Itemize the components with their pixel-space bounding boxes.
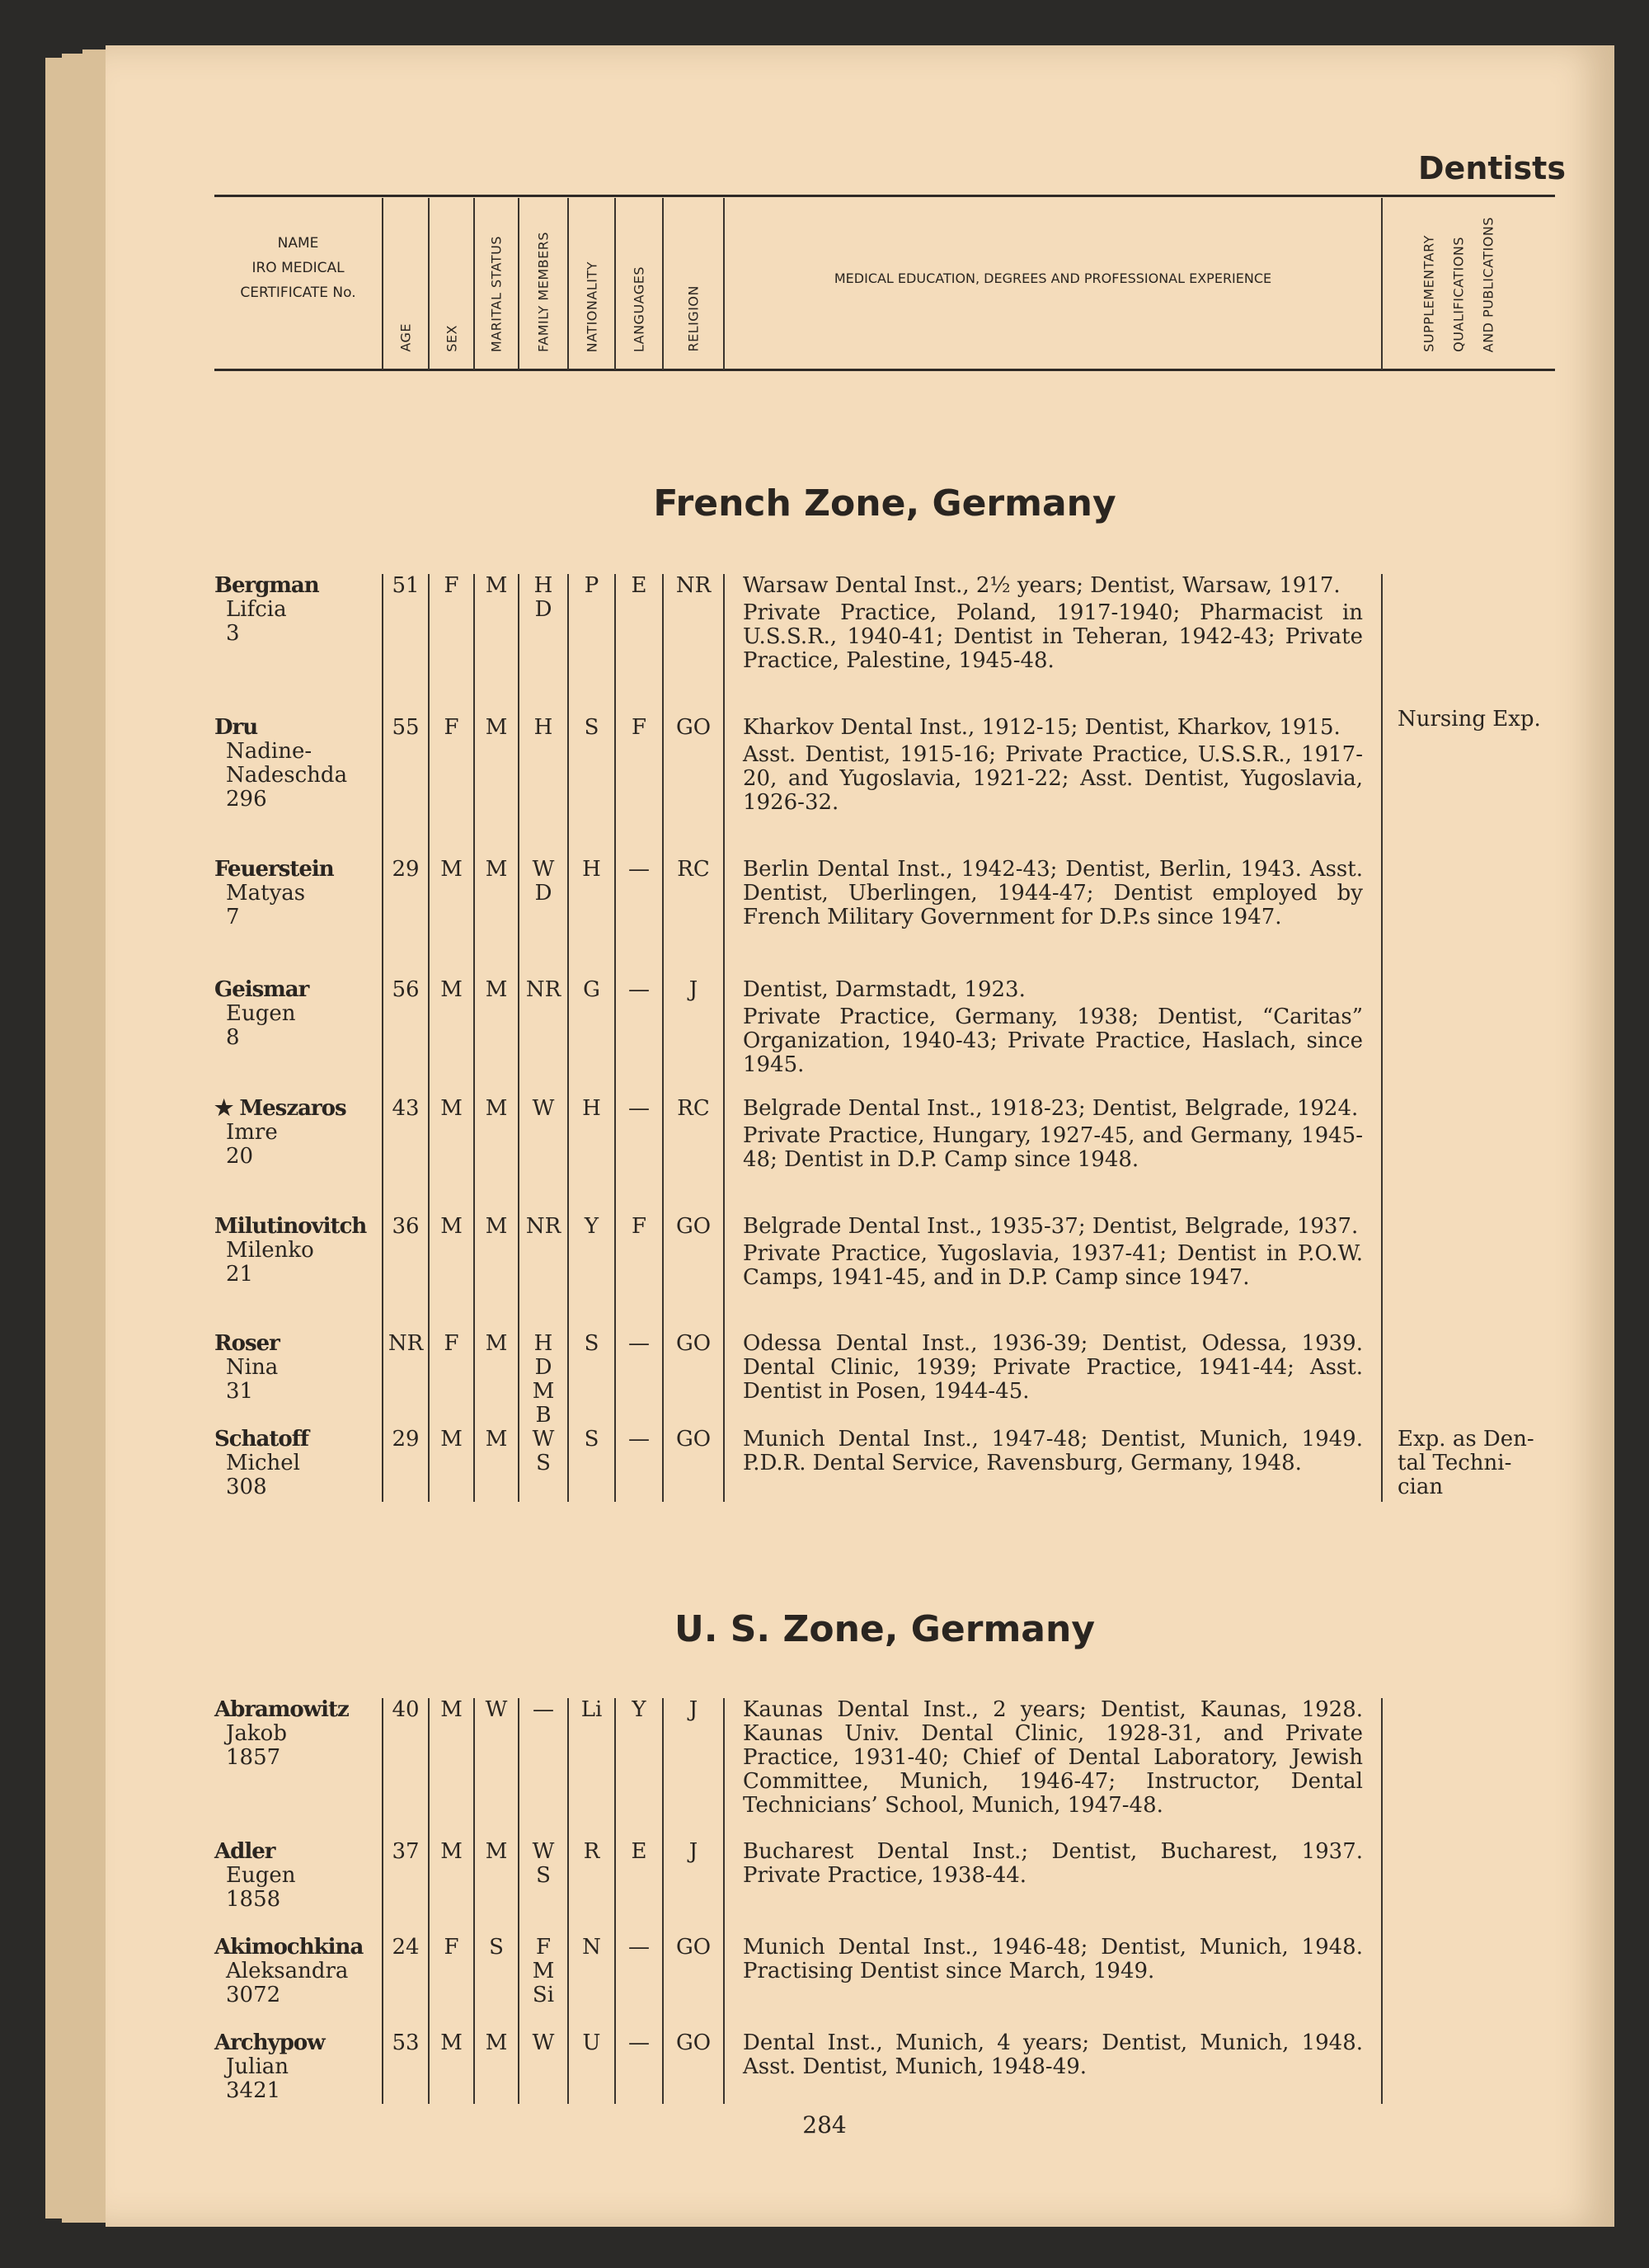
name-cell (214, 716, 382, 858)
nationality-cell: N (567, 1936, 614, 2031)
family-cell: W S (518, 1840, 567, 1936)
header-column-nationality (567, 198, 614, 370)
name-cell (214, 1428, 382, 1502)
religion-cell: RC (662, 1097, 723, 1215)
header-label: AGE (397, 323, 414, 352)
table-row (214, 1936, 1555, 2031)
religion-cell: RC (662, 858, 723, 978)
languages-cell: Y (614, 1698, 662, 1840)
given-name: Aleksandra (226, 1959, 349, 1983)
sex-cell: M (428, 1215, 473, 1332)
marital-cell: M (473, 1097, 518, 1215)
experience-paragraph: Private Practice, Poland, 1917-1940; Pharmacist in U.S.S.R., 1940-41; Dentist in Teheran, 1942-43; Private Practice, Palestine, 1945-48. (743, 600, 1363, 673)
zone-heading: U. S. Zone, Germany (674, 1608, 1096, 1650)
sex-cell: F (428, 1332, 473, 1428)
given-name: Nadine- Nadeschda (226, 739, 348, 788)
religion-cell: J (662, 1698, 723, 1840)
languages-cell: E (614, 574, 662, 716)
header-label: SEX (444, 325, 459, 352)
certificate-number: 7 (226, 905, 240, 929)
experience-paragraph: Munich Dental Inst., 1946-48; Dentist, Munich, 1948. Practising Dentist since March, 1949. (743, 1935, 1363, 1983)
certificate-number: 8 (226, 1025, 240, 1050)
supplementary-text: Nursing Exp. (1398, 707, 1541, 732)
marital-cell: M (473, 978, 518, 1097)
languages-cell: — (614, 1428, 662, 1502)
nationality-cell: P (567, 574, 614, 716)
certificate-number: 20 (226, 1144, 254, 1169)
header-column-marital-status (473, 198, 518, 370)
religion-cell: GO (662, 1936, 723, 2031)
surname: Abramowitz (214, 1697, 349, 1722)
experience-paragraph: Asst. Dentist, 1915-16; Private Practice, U.S.S.R., 1917-20, and Yugoslavia, 1921-22; Asst. Dentist, Yugoslavia, 1926-32. (743, 742, 1363, 815)
header-label: MEDICAL EDUCATION, DEGREES AND PROFESSIONAL EXPERIENCE (834, 271, 1272, 286)
supplementary-cell (1381, 1840, 1555, 1936)
given-name: Matyas (226, 881, 306, 906)
languages-cell: — (614, 1097, 662, 1215)
header-top-rule (214, 195, 1555, 197)
religion-cell: GO (662, 1332, 723, 1428)
supplementary-cell (1381, 2031, 1555, 2104)
religion-cell: NR (662, 574, 723, 716)
religion-cell: GO (662, 1215, 723, 1332)
age-cell: 37 (382, 1840, 428, 1936)
marital-cell: M (473, 1428, 518, 1502)
given-name: Eugen (226, 1863, 296, 1888)
family-cell: F M Si (518, 1936, 567, 2031)
name-cell (214, 1215, 382, 1332)
given-name: Michel (226, 1451, 300, 1475)
marital-cell: S (473, 1936, 518, 2031)
religion-cell: J (662, 978, 723, 1097)
name-cell (214, 978, 382, 1097)
religion-cell: J (662, 1840, 723, 1936)
zone-heading: French Zone, Germany (653, 482, 1116, 525)
supplementary-text: Exp. as Den- tal Techni- cian (1398, 1427, 1534, 1499)
header-label: SUPPLEMENTARY (1421, 235, 1437, 352)
header-label: RELIGION (685, 285, 702, 352)
family-cell: W (518, 1097, 567, 1215)
experience-cell (723, 1332, 1381, 1428)
age-cell: 55 (382, 716, 428, 858)
header-iro-label: IRO MEDICAL (251, 260, 345, 276)
age-cell: 51 (382, 574, 428, 716)
table-row (214, 1698, 1555, 1840)
languages-cell: F (614, 716, 662, 858)
header-label: NATIONALITY (584, 261, 599, 352)
name-cell (214, 1698, 382, 1840)
table-row (214, 707, 1555, 858)
surname: Adler (214, 1839, 275, 1864)
family-cell: W D (518, 858, 567, 978)
family-cell: H (518, 716, 567, 858)
surname: ★ Meszaros (214, 1096, 346, 1121)
table-row (214, 978, 1555, 1097)
supplementary-cell (1381, 978, 1555, 1097)
header-cert-label: CERTIFICATE No. (240, 285, 356, 301)
table-row (214, 1215, 1555, 1332)
experience-paragraph: Odessa Dental Inst., 1936-39; Dentist, Odessa, 1939. Dental Clinic, 1939; Private Practice, 1941-44; Asst. Dentist in Posen, 1944-45. (743, 1331, 1363, 1404)
experience-paragraph: Warsaw Dental Inst., 2½ years; Dentist, Warsaw, 1917. (743, 573, 1341, 598)
experience-cell (723, 978, 1381, 1097)
experience-paragraph: Berlin Dental Inst., 1942-43; Dentist, Berlin, 1943. Asst. Dentist, Uberlingen, 1944-47; Dentist employed by French Military Government for D.P.s since 1947. (743, 857, 1363, 929)
marital-cell: M (473, 1215, 518, 1332)
certificate-number: 3421 (226, 2078, 281, 2103)
experience-cell (723, 716, 1381, 858)
table-row (214, 858, 1555, 978)
name-cell (214, 2031, 382, 2104)
religion-cell: GO (662, 2031, 723, 2104)
given-name: Lifcia (226, 597, 287, 622)
experience-cell (723, 858, 1381, 978)
header-column-supplementary (1381, 198, 1555, 370)
header-label: MARITAL STATUS (488, 235, 505, 352)
marital-cell: M (473, 2031, 518, 2104)
sex-cell: M (428, 2031, 473, 2104)
experience-paragraph: Belgrade Dental Inst., 1918-23; Dentist, Belgrade, 1924. (743, 1096, 1359, 1121)
family-cell: H D M B (518, 1332, 567, 1428)
languages-cell: E (614, 1840, 662, 1936)
experience-cell (723, 1428, 1381, 1502)
family-cell: NR (518, 978, 567, 1097)
certificate-number: 31 (226, 1379, 254, 1404)
supplementary-cell (1381, 1698, 1555, 1840)
languages-cell: — (614, 858, 662, 978)
experience-paragraph: Private Practice, Hungary, 1927-45, and Germany, 1945-48; Dentist in D.P. Camp since 1948. (743, 1123, 1363, 1172)
table-row (214, 1097, 1555, 1215)
experience-paragraph: Belgrade Dental Inst., 1935-37; Dentist, Belgrade, 1937. (743, 1214, 1359, 1239)
languages-cell: — (614, 978, 662, 1097)
certificate-number: 1857 (226, 1745, 281, 1770)
table-row (214, 1428, 1555, 1502)
experience-paragraph: Dentist, Darmstadt, 1923. (743, 977, 1026, 1002)
experience-paragraph: Kaunas Dental Inst., 2 years; Dentist, Kaunas, 1928. Kaunas Univ. Dental Clinic, 1928-31, and Private Practice, 1931-40; Chief of Dental Laboratory, Jewish Committee, Munich, 1946-47; Instructor, Dental Technicians’ School, Munich, 1947-48. (743, 1697, 1363, 1818)
header-column-languages (614, 198, 662, 370)
family-cell: H D (518, 574, 567, 716)
nationality-cell: S (567, 1428, 614, 1502)
marital-cell: M (473, 1840, 518, 1936)
certificate-number: 3 (226, 621, 240, 646)
surname: Dru (214, 715, 258, 740)
nationality-cell: U (567, 2031, 614, 2104)
sex-cell: M (428, 1698, 473, 1840)
supplementary-cell (1381, 1936, 1555, 2031)
name-cell (214, 858, 382, 978)
nationality-cell: H (567, 1097, 614, 1215)
certificate-number: 21 (226, 1262, 254, 1287)
age-cell: 29 (382, 858, 428, 978)
sex-cell: F (428, 574, 473, 716)
header-column-sex (428, 198, 473, 370)
experience-cell (723, 1936, 1381, 2031)
age-cell: 40 (382, 1698, 428, 1840)
age-cell: 29 (382, 1428, 428, 1502)
marital-cell: M (473, 574, 518, 716)
experience-cell (723, 1215, 1381, 1332)
age-cell: 53 (382, 2031, 428, 2104)
experience-cell (723, 574, 1381, 716)
experience-cell (723, 2031, 1381, 2104)
given-name: Eugen (226, 1001, 296, 1026)
sex-cell: M (428, 1840, 473, 1936)
age-cell: 24 (382, 1936, 428, 2031)
languages-cell: — (614, 2031, 662, 2104)
experience-paragraph: Bucharest Dental Inst.; Dentist, Bucharest, 1937. Private Practice, 1938-44. (743, 1839, 1363, 1888)
header-label: LANGUAGES (631, 266, 647, 352)
header-label: FAMILY MEMBERS (535, 232, 552, 352)
header-column-description (723, 198, 1381, 370)
experience-cell (723, 1840, 1381, 1936)
surname: Geismar (214, 977, 309, 1002)
name-cell (214, 1840, 382, 1936)
surname: Archypow (214, 2030, 325, 2055)
table-row (214, 2031, 1555, 2104)
surname: Schatoff (214, 1427, 309, 1452)
age-cell: NR (382, 1332, 428, 1428)
given-name: Milenko (226, 1238, 314, 1263)
name-cell (214, 1332, 382, 1428)
surname: Feuerstein (214, 857, 334, 882)
given-name: Nina (226, 1355, 279, 1380)
marital-cell: W (473, 1698, 518, 1840)
experience-paragraph: Munich Dental Inst., 1947-48; Dentist, Munich, 1949. P.D.R. Dental Service, Ravensburg, Germany, 1948. (743, 1427, 1363, 1475)
sex-cell: F (428, 1936, 473, 2031)
nationality-cell: S (567, 1332, 614, 1428)
surname: Roser (214, 1331, 280, 1356)
supplementary-cell (1381, 858, 1555, 978)
religion-cell: GO (662, 716, 723, 858)
sex-cell: M (428, 978, 473, 1097)
page-number: 284 (802, 2111, 847, 2139)
sex-cell: F (428, 716, 473, 858)
header-column-age (382, 198, 428, 370)
given-name: Jakob (226, 1721, 287, 1746)
nationality-cell: S (567, 716, 614, 858)
experience-cell (723, 1698, 1381, 1840)
sex-cell: M (428, 1428, 473, 1502)
nationality-cell: G (567, 978, 614, 1097)
name-column-header (214, 231, 382, 305)
certificate-number: 1858 (226, 1887, 281, 1912)
experience-cell (723, 1097, 1381, 1215)
religion-cell: GO (662, 1428, 723, 1502)
experience-paragraph: Dental Inst., Munich, 4 years; Dentist, Munich, 1948. Asst. Dentist, Munich, 1948-49. (743, 2030, 1363, 2079)
supplementary-cell (1381, 574, 1555, 716)
languages-cell: — (614, 1332, 662, 1428)
nationality-cell: H (567, 858, 614, 978)
supplementary-cell (1381, 1097, 1555, 1215)
supplementary-cell (1381, 707, 1555, 858)
languages-cell: F (614, 1215, 662, 1332)
sex-cell: M (428, 858, 473, 978)
experience-paragraph: Private Practice, Yugoslavia, 1937-41; Dentist in P.O.W. Camps, 1941-45, and in D.P. Camp since 1947. (743, 1241, 1363, 1290)
family-cell: NR (518, 1215, 567, 1332)
sex-cell: M (428, 1097, 473, 1215)
marital-cell: M (473, 1332, 518, 1428)
certificate-number: 296 (226, 787, 267, 812)
marital-cell: M (473, 858, 518, 978)
languages-cell: — (614, 1936, 662, 2031)
family-cell: W (518, 2031, 567, 2104)
experience-paragraph: Kharkov Dental Inst., 1912-15; Dentist, Kharkov, 1915. (743, 715, 1341, 740)
table-row (214, 1332, 1555, 1428)
name-cell (214, 574, 382, 716)
certificate-number: 3072 (226, 1983, 281, 2007)
surname: Akimochkina (214, 1935, 364, 1960)
running-head: Dentists (1418, 150, 1566, 186)
name-cell (214, 1097, 382, 1215)
nationality-cell: R (567, 1840, 614, 1936)
marital-cell: M (473, 716, 518, 858)
header-label: AND PUBLICATIONS (1480, 216, 1496, 352)
table-row (214, 1840, 1555, 1936)
supplementary-cell (1381, 1332, 1555, 1428)
header-column-family-members (518, 198, 567, 370)
family-cell: W S (518, 1428, 567, 1502)
age-cell: 56 (382, 978, 428, 1097)
age-cell: 36 (382, 1215, 428, 1332)
nationality-cell: Li (567, 1698, 614, 1840)
header-column-religion (662, 198, 723, 370)
supplementary-cell (1381, 1215, 1555, 1332)
given-name: Julian (226, 2054, 289, 2079)
supplementary-cell (1381, 1428, 1555, 1502)
header-name-label: NAME (277, 235, 319, 252)
experience-paragraph: Private Practice, Germany, 1938; Dentist, “Caritas” Organization, 1940-43; Private Practice, Haslach, since 1945. (743, 1005, 1363, 1077)
surname: Bergman (214, 573, 319, 598)
surname: Milutinovitch (214, 1214, 367, 1239)
name-cell (214, 1936, 382, 2031)
given-name: Imre (226, 1120, 278, 1145)
age-cell: 43 (382, 1097, 428, 1215)
nationality-cell: Y (567, 1215, 614, 1332)
table-row (214, 574, 1555, 716)
header-label: QUALIFICATIONS (1450, 237, 1467, 352)
family-cell: — (518, 1698, 567, 1840)
certificate-number: 308 (226, 1475, 267, 1499)
